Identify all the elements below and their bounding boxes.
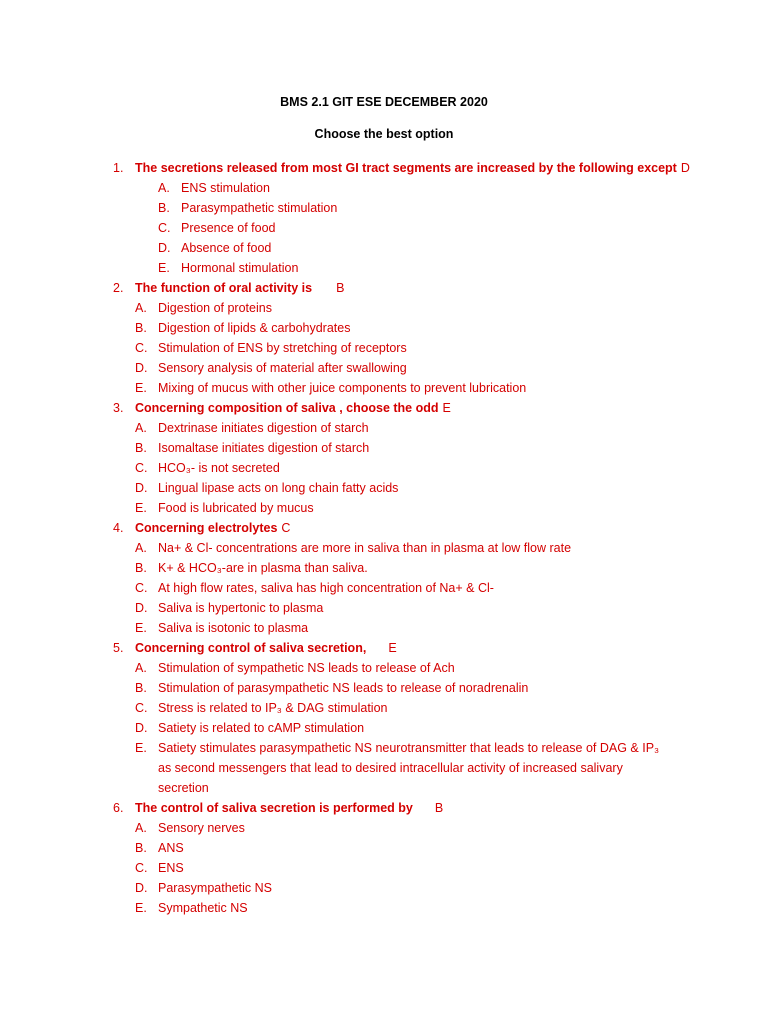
option-row xyxy=(0,220,768,240)
question-row xyxy=(0,280,768,300)
option-row xyxy=(0,620,768,640)
answer-key: B xyxy=(434,801,444,815)
option-text: Food is lubricated by mucus xyxy=(158,501,314,515)
option-text: Hormonal stimulation xyxy=(181,261,299,275)
option-row xyxy=(0,580,768,600)
option-row xyxy=(0,460,768,480)
option-continuation-text: secretion xyxy=(158,781,209,795)
option-text: ANS xyxy=(158,841,184,855)
option-text: Na+ & Cl- concentrations are more in saliva than in plasma at low flow rate xyxy=(158,541,572,555)
option-text: Parasympathetic NS xyxy=(158,881,272,895)
option-letter: C. xyxy=(135,581,148,595)
option-letter: C. xyxy=(135,861,148,875)
question-number: 3. xyxy=(113,401,124,415)
option-row xyxy=(0,840,768,860)
option-row xyxy=(0,260,768,280)
option-row xyxy=(0,900,768,920)
option-letter: C. xyxy=(158,221,171,235)
question-row xyxy=(0,800,768,820)
option-letter: A. xyxy=(158,181,170,195)
question-text xyxy=(135,280,344,297)
option-text: Stimulation of sympathetic NS leads to release of Ach xyxy=(158,661,455,675)
option-letter: C. xyxy=(135,341,148,355)
option-row xyxy=(0,880,768,900)
option-row xyxy=(0,540,768,560)
question-stem: The control of saliva secretion is performed by xyxy=(135,801,413,815)
question-number: 6. xyxy=(113,801,124,815)
question-row xyxy=(0,400,768,420)
option-text: ENS stimulation xyxy=(181,181,270,195)
option-row xyxy=(0,480,768,500)
option-text: At high flow rates, saliva has high concentration of Na+ & Cl- xyxy=(158,581,494,595)
option-text: Isomaltase initiates digestion of starch xyxy=(158,441,370,455)
option-row xyxy=(0,380,768,400)
question-row xyxy=(0,160,768,180)
option-letter: B. xyxy=(135,321,147,335)
option-letter: B. xyxy=(158,201,170,215)
document-title: BMS 2.1 GIT ESE DECEMBER 2020 xyxy=(280,95,488,109)
option-letter: A. xyxy=(135,421,147,435)
question-stem: Concerning control of saliva secretion, xyxy=(135,641,367,655)
option-letter: B. xyxy=(135,681,147,695)
question-text xyxy=(135,160,690,177)
question-number: 5. xyxy=(113,641,124,655)
option-letter: E. xyxy=(158,261,170,275)
option-text: Satiety is related to cAMP stimulation xyxy=(158,721,365,735)
option-row xyxy=(0,240,768,260)
option-row xyxy=(0,600,768,620)
option-text: ENS xyxy=(158,861,184,875)
option-text: Saliva is isotonic to plasma xyxy=(158,621,309,635)
option-text: Sensory nerves xyxy=(158,821,245,835)
question-list xyxy=(0,160,768,920)
option-letter: B. xyxy=(135,841,147,855)
option-letter: D. xyxy=(158,241,171,255)
question-number: 1. xyxy=(113,161,124,175)
option-row xyxy=(0,320,768,340)
option-letter: D. xyxy=(135,361,148,375)
option-row xyxy=(0,340,768,360)
document-subtitle: Choose the best option xyxy=(314,127,454,141)
question-number: 4. xyxy=(113,521,124,535)
option-text: Stimulation of ENS by stretching of receptors xyxy=(158,341,407,355)
option-row xyxy=(0,560,768,580)
option-row xyxy=(0,720,768,740)
option-row xyxy=(0,820,768,840)
option-row xyxy=(0,300,768,320)
option-letter: E. xyxy=(135,621,147,635)
option-text: HCO₃- is not secreted xyxy=(158,461,280,475)
question-stem: The secretions released from most GI tract segments are increased by the following except xyxy=(135,161,677,175)
question-number: 2. xyxy=(113,281,124,295)
option-row xyxy=(0,740,768,760)
option-text: Satiety stimulates parasympathetic NS neurotransmitter that leads to release of DAG & IP₃ xyxy=(158,741,660,755)
option-letter: D. xyxy=(135,481,148,495)
option-text: Sympathetic NS xyxy=(158,901,248,915)
answer-key: D xyxy=(680,161,690,175)
option-text: Stimulation of parasympathetic NS leads to release of noradrenalin xyxy=(158,681,529,695)
option-row xyxy=(0,680,768,700)
option-text: Digestion of lipids & carbohydrates xyxy=(158,321,351,335)
question-text xyxy=(135,400,451,417)
answer-key: E xyxy=(388,641,397,655)
option-letter: A. xyxy=(135,301,147,315)
option-continuation-row xyxy=(0,760,768,780)
option-row xyxy=(0,360,768,380)
option-letter: A. xyxy=(135,821,147,835)
option-letter: A. xyxy=(135,661,147,675)
option-row xyxy=(0,500,768,520)
option-text: K+ & HCO₃-are in plasma than saliva. xyxy=(158,561,368,575)
option-letter: C. xyxy=(135,461,148,475)
option-letter: C. xyxy=(135,701,148,715)
option-letter: D. xyxy=(135,721,148,735)
option-text: Lingual lipase acts on long chain fatty acids xyxy=(158,481,399,495)
option-row xyxy=(0,420,768,440)
option-letter: E. xyxy=(135,381,147,395)
option-text: Presence of food xyxy=(181,221,276,235)
question-text xyxy=(135,520,290,537)
option-row xyxy=(0,440,768,460)
answer-key: B xyxy=(336,281,345,295)
answer-key: C xyxy=(281,521,291,535)
option-letter: E. xyxy=(135,741,147,755)
option-letter: B. xyxy=(135,561,147,575)
option-letter: D. xyxy=(135,881,148,895)
question-row xyxy=(0,520,768,540)
option-letter: E. xyxy=(135,901,147,915)
option-row xyxy=(0,660,768,680)
option-text: Absence of food xyxy=(181,241,272,255)
question-stem: The function of oral activity is xyxy=(135,281,313,295)
option-row xyxy=(0,180,768,200)
option-text: Sensory analysis of material after swallowing xyxy=(158,361,407,375)
option-continuation-row xyxy=(0,780,768,800)
answer-key: E xyxy=(442,401,451,415)
option-text: Dextrinase initiates digestion of starch xyxy=(158,421,369,435)
option-text: Mixing of mucus with other juice components to prevent lubrication xyxy=(158,381,527,395)
option-text: Digestion of proteins xyxy=(158,301,272,315)
question-stem: Concerning composition of saliva , choose the odd xyxy=(135,401,439,415)
question-text xyxy=(135,800,443,817)
option-letter: B. xyxy=(135,441,147,455)
option-continuation-text: as second messengers that lead to desired intracellular activity of increased salivary xyxy=(158,761,623,775)
option-letter: D. xyxy=(135,601,148,615)
option-text: Stress is related to IP₃ & DAG stimulation xyxy=(158,701,388,715)
question-row xyxy=(0,640,768,660)
option-row xyxy=(0,860,768,880)
question-stem: Concerning electrolytes xyxy=(135,521,278,535)
option-letter: A. xyxy=(135,541,147,555)
question-text xyxy=(135,640,397,657)
option-letter: E. xyxy=(135,501,147,515)
option-text: Parasympathetic stimulation xyxy=(181,201,338,215)
option-row xyxy=(0,200,768,220)
option-text: Saliva is hypertonic to plasma xyxy=(158,601,324,615)
option-row xyxy=(0,700,768,720)
